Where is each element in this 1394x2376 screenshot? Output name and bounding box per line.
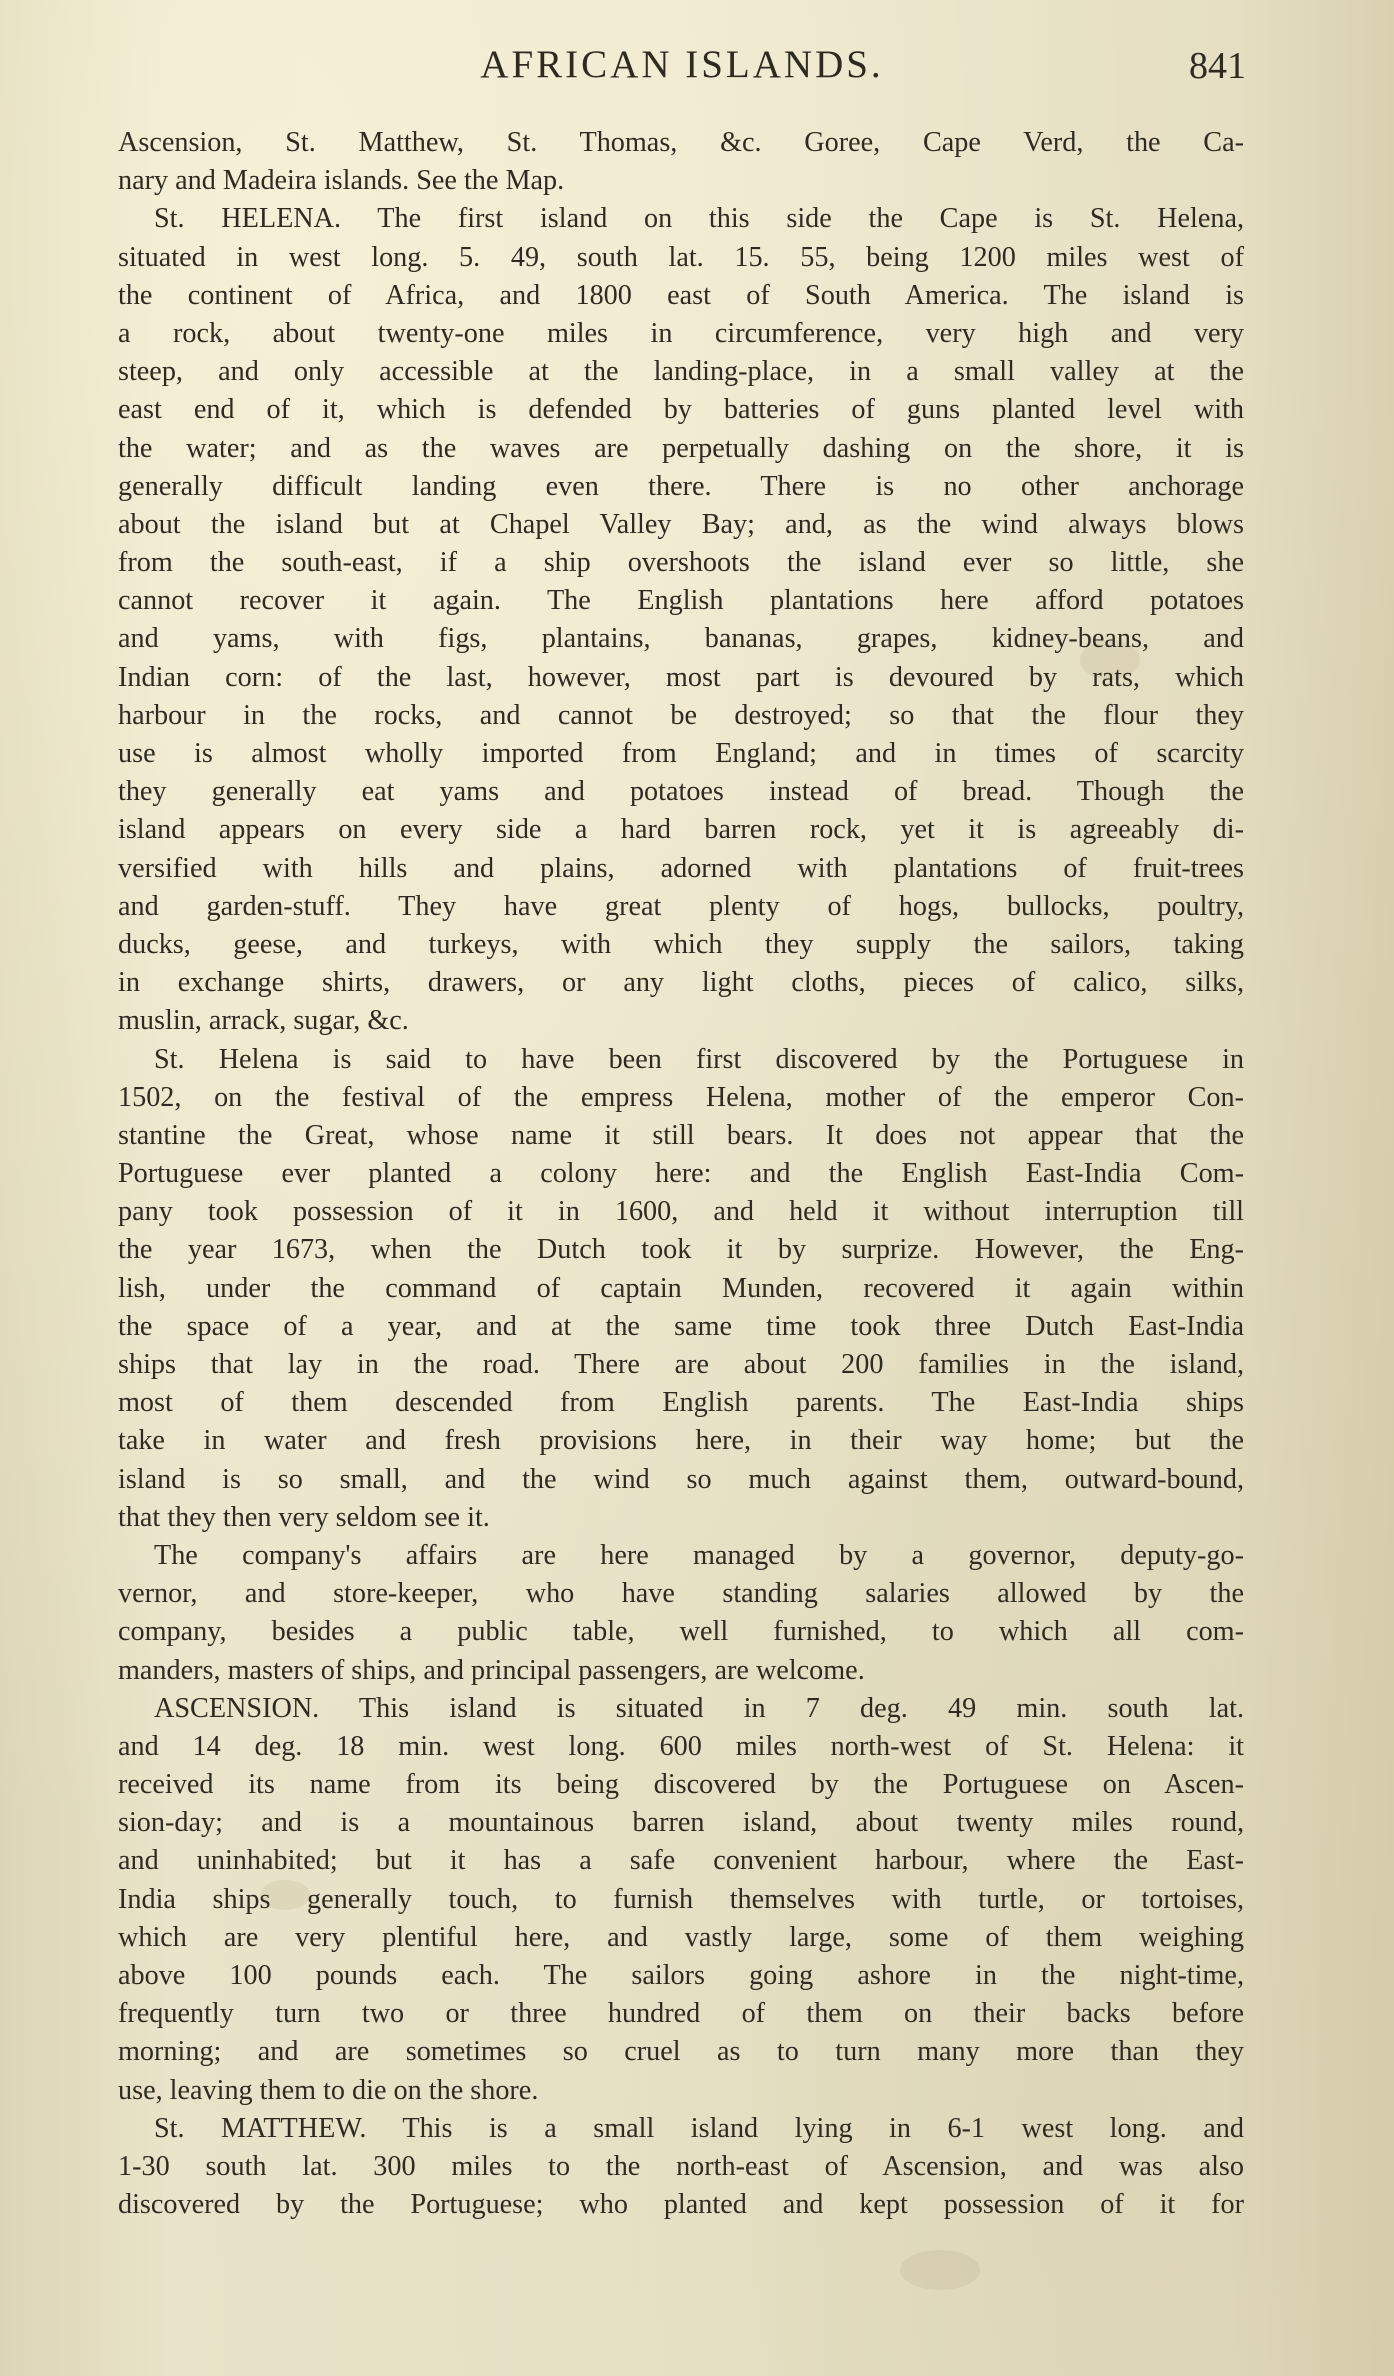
text-line bbox=[118, 1537, 1244, 1575]
line-text: the water; and as the waves are perpetually dashing on the shore, it is bbox=[118, 432, 1244, 464]
text-line bbox=[118, 1422, 1244, 1460]
line-text: Indian corn: of the last, however, most part is devoured by rats, which bbox=[118, 661, 1244, 693]
line-text: versified with hills and plains, adorned with plantations of fruit-trees bbox=[118, 852, 1244, 884]
line-text: morning; and are sometimes so cruel as to turn many more than they bbox=[118, 2036, 1244, 2068]
text-line bbox=[118, 659, 1244, 697]
text-line bbox=[118, 888, 1244, 926]
line-text: that they then very seldom see it. bbox=[118, 1501, 490, 1533]
line-text: ducks, geese, and turkeys, with which they supply the sailors, taking bbox=[118, 928, 1244, 960]
text-line bbox=[118, 315, 1244, 353]
text-line bbox=[118, 277, 1244, 315]
line-text: company, besides a public table, well furnished, to which all com- bbox=[118, 1616, 1244, 1648]
line-text: discovered by the Portuguese; who planted and kept possession of it for bbox=[118, 2189, 1244, 2221]
line-text: The company's affairs are here managed by a governor, deputy-go- bbox=[154, 1539, 1244, 1571]
line-text: above 100 pounds each. The sailors going ashore in the night-time, bbox=[118, 1960, 1244, 1991]
line-text: 1502, on the festival of the empress Helena, mother of the emperor Con- bbox=[118, 1081, 1244, 1113]
text-line bbox=[118, 1766, 1244, 1804]
page-header bbox=[118, 30, 1246, 90]
line-text: ships that lay in the road. There are about 200 families in the island, bbox=[118, 1349, 1244, 1380]
text-line bbox=[118, 1804, 1244, 1842]
line-text: harbour in the rocks, and cannot be destroyed; so that the flour they bbox=[118, 699, 1244, 731]
page-number: 841 bbox=[1189, 45, 1246, 87]
text-line bbox=[118, 124, 1244, 162]
line-text: and uninhabited; but it has a safe convenient harbour, where the East- bbox=[118, 1845, 1244, 1877]
line-text: generally difficult landing even there. There is no other anchorage bbox=[118, 470, 1244, 502]
line-text: and yams, with figs, plantains, bananas, grapes, kidney-beans, and bbox=[118, 623, 1244, 655]
text-line bbox=[118, 200, 1244, 238]
text-line bbox=[118, 1308, 1244, 1346]
text-line bbox=[118, 1041, 1244, 1079]
text-line bbox=[118, 239, 1244, 277]
line-text: Portuguese ever planted a colony here: and the English East-India Com- bbox=[118, 1158, 1244, 1190]
text-line bbox=[118, 1270, 1244, 1308]
line-text: received its name from its being discovered by the Portuguese on Ascen- bbox=[118, 1769, 1244, 1801]
text-line bbox=[118, 391, 1244, 429]
text-line bbox=[118, 697, 1244, 735]
body-text bbox=[118, 124, 1244, 2224]
text-line bbox=[118, 1461, 1244, 1499]
text-line bbox=[118, 2072, 1244, 2110]
line-text: manders, masters of ships, and principal passengers, are welcome. bbox=[118, 1654, 865, 1686]
text-line bbox=[118, 735, 1244, 773]
text-line bbox=[118, 1652, 1244, 1690]
line-text: frequently turn two or three hundred of them on their backs before bbox=[118, 1998, 1244, 2030]
line-text: and 14 deg. 18 min. west long. 600 miles north-west of St. Helena: it bbox=[118, 1730, 1244, 1762]
text-line bbox=[118, 2148, 1244, 2186]
text-line bbox=[118, 1499, 1244, 1537]
text-line bbox=[118, 506, 1244, 544]
text-line bbox=[118, 964, 1244, 1002]
line-text: most of them descended from English parents. The East-India ships bbox=[118, 1387, 1244, 1419]
text-line bbox=[118, 2186, 1244, 2224]
text-line bbox=[118, 430, 1244, 468]
text-line bbox=[118, 620, 1244, 658]
line-text: pany took possession of it in 1600, and held it without interruption till bbox=[118, 1196, 1244, 1228]
line-text: which are very plentiful here, and vastly large, some of them weighing bbox=[118, 1921, 1244, 1953]
text-line bbox=[118, 926, 1244, 964]
text-line bbox=[118, 162, 1244, 200]
line-text: island is so small, and the wind so much against them, outward-bound, bbox=[118, 1463, 1244, 1495]
line-text: the space of a year, and at the same time took three Dutch East-India bbox=[118, 1310, 1244, 1342]
text-line bbox=[118, 1613, 1244, 1651]
line-text: use is almost wholly imported from England; and in times of scarcity bbox=[118, 738, 1244, 769]
line-text: use, leaving them to die on the shore. bbox=[118, 2074, 539, 2106]
line-text: a rock, about twenty-one miles in circumference, very high and very bbox=[118, 317, 1244, 349]
line-text: vernor, and store-keeper, who have standing salaries allowed by the bbox=[118, 1578, 1244, 1610]
line-text: St. Helena is said to have been first discovered by the Portuguese in bbox=[154, 1043, 1244, 1075]
text-line bbox=[118, 353, 1244, 391]
line-text: 1-30 south lat. 300 miles to the north-east of Ascension, and was also bbox=[118, 2150, 1244, 2182]
paper-stain bbox=[900, 2250, 980, 2290]
line-text: Ascension, St. Matthew, St. Thomas, &c. Goree, Cape Verd, the Ca- bbox=[118, 127, 1244, 158]
text-line bbox=[118, 468, 1244, 506]
line-text: St. HELENA. The first island on this side the Cape is St. Helena, bbox=[154, 203, 1244, 235]
text-line bbox=[118, 1919, 1244, 1957]
line-text: India ships generally touch, to furnish themselves with turtle, or tortoises, bbox=[118, 1883, 1244, 1915]
text-line bbox=[118, 1881, 1244, 1919]
text-line bbox=[118, 1957, 1244, 1995]
running-head: AFRICAN ISLANDS. bbox=[480, 43, 884, 86]
line-text: lish, under the command of captain Munden, recovered it again within bbox=[118, 1272, 1244, 1304]
line-text: and garden-stuff. They have great plenty of hogs, bullocks, poultry, bbox=[118, 890, 1244, 922]
text-line bbox=[118, 1193, 1244, 1231]
line-text: St. MATTHEW. This is a small island lying in 6-1 west long. and bbox=[154, 2112, 1244, 2144]
line-text: situated in west long. 5. 49, south lat. 15. 55, being 1200 miles west of bbox=[118, 241, 1244, 273]
text-line bbox=[118, 582, 1244, 620]
line-text: in exchange shirts, drawers, or any light cloths, pieces of calico, silks, bbox=[118, 967, 1244, 999]
text-line bbox=[118, 2033, 1244, 2071]
text-line bbox=[118, 1728, 1244, 1766]
line-text: from the south-east, if a ship overshoots the island ever so little, she bbox=[118, 547, 1244, 579]
line-text: they generally eat yams and potatoes instead of bread. Though the bbox=[118, 776, 1244, 808]
text-line bbox=[118, 850, 1244, 888]
text-line bbox=[118, 773, 1244, 811]
text-line bbox=[118, 1231, 1244, 1269]
line-text: cannot recover it again. The English plantations here afford potatoes bbox=[118, 585, 1244, 617]
line-text: steep, and only accessible at the landing-place, in a small valley at the bbox=[118, 356, 1244, 388]
line-text: take in water and fresh provisions here, in their way home; but the bbox=[118, 1425, 1244, 1457]
line-text: muslin, arrack, sugar, &c. bbox=[118, 1005, 409, 1037]
line-text: island appears on every side a hard barren rock, yet it is agreeably di- bbox=[118, 814, 1244, 846]
line-text: the year 1673, when the Dutch took it by surprize. However, the Eng- bbox=[118, 1234, 1244, 1266]
line-text: east end of it, which is defended by batteries of guns planted level with bbox=[118, 394, 1244, 426]
text-line bbox=[118, 1346, 1244, 1384]
text-line bbox=[118, 544, 1244, 582]
text-line bbox=[118, 1002, 1244, 1040]
text-line bbox=[118, 1384, 1244, 1422]
line-text: ASCENSION. This island is situated in 7 deg. 49 min. south lat. bbox=[154, 1692, 1244, 1724]
line-text: the continent of Africa, and 1800 east of South America. The island is bbox=[118, 279, 1244, 311]
text-line bbox=[118, 811, 1244, 849]
text-line bbox=[118, 1117, 1244, 1155]
text-line bbox=[118, 1079, 1244, 1117]
text-line bbox=[118, 1995, 1244, 2033]
line-text: stantine the Great, whose name it still bears. It does not appear that the bbox=[118, 1119, 1244, 1151]
text-line bbox=[118, 2110, 1244, 2148]
line-text: nary and Madeira islands. See the Map. bbox=[118, 165, 565, 197]
text-line bbox=[118, 1690, 1244, 1728]
text-line bbox=[118, 1155, 1244, 1193]
line-text: sion-day; and is a mountainous barren island, about twenty miles round, bbox=[118, 1807, 1244, 1839]
text-line bbox=[118, 1575, 1244, 1613]
text-line bbox=[118, 1842, 1244, 1880]
line-text: about the island but at Chapel Valley Bay; and, as the wind always blows bbox=[118, 508, 1244, 540]
